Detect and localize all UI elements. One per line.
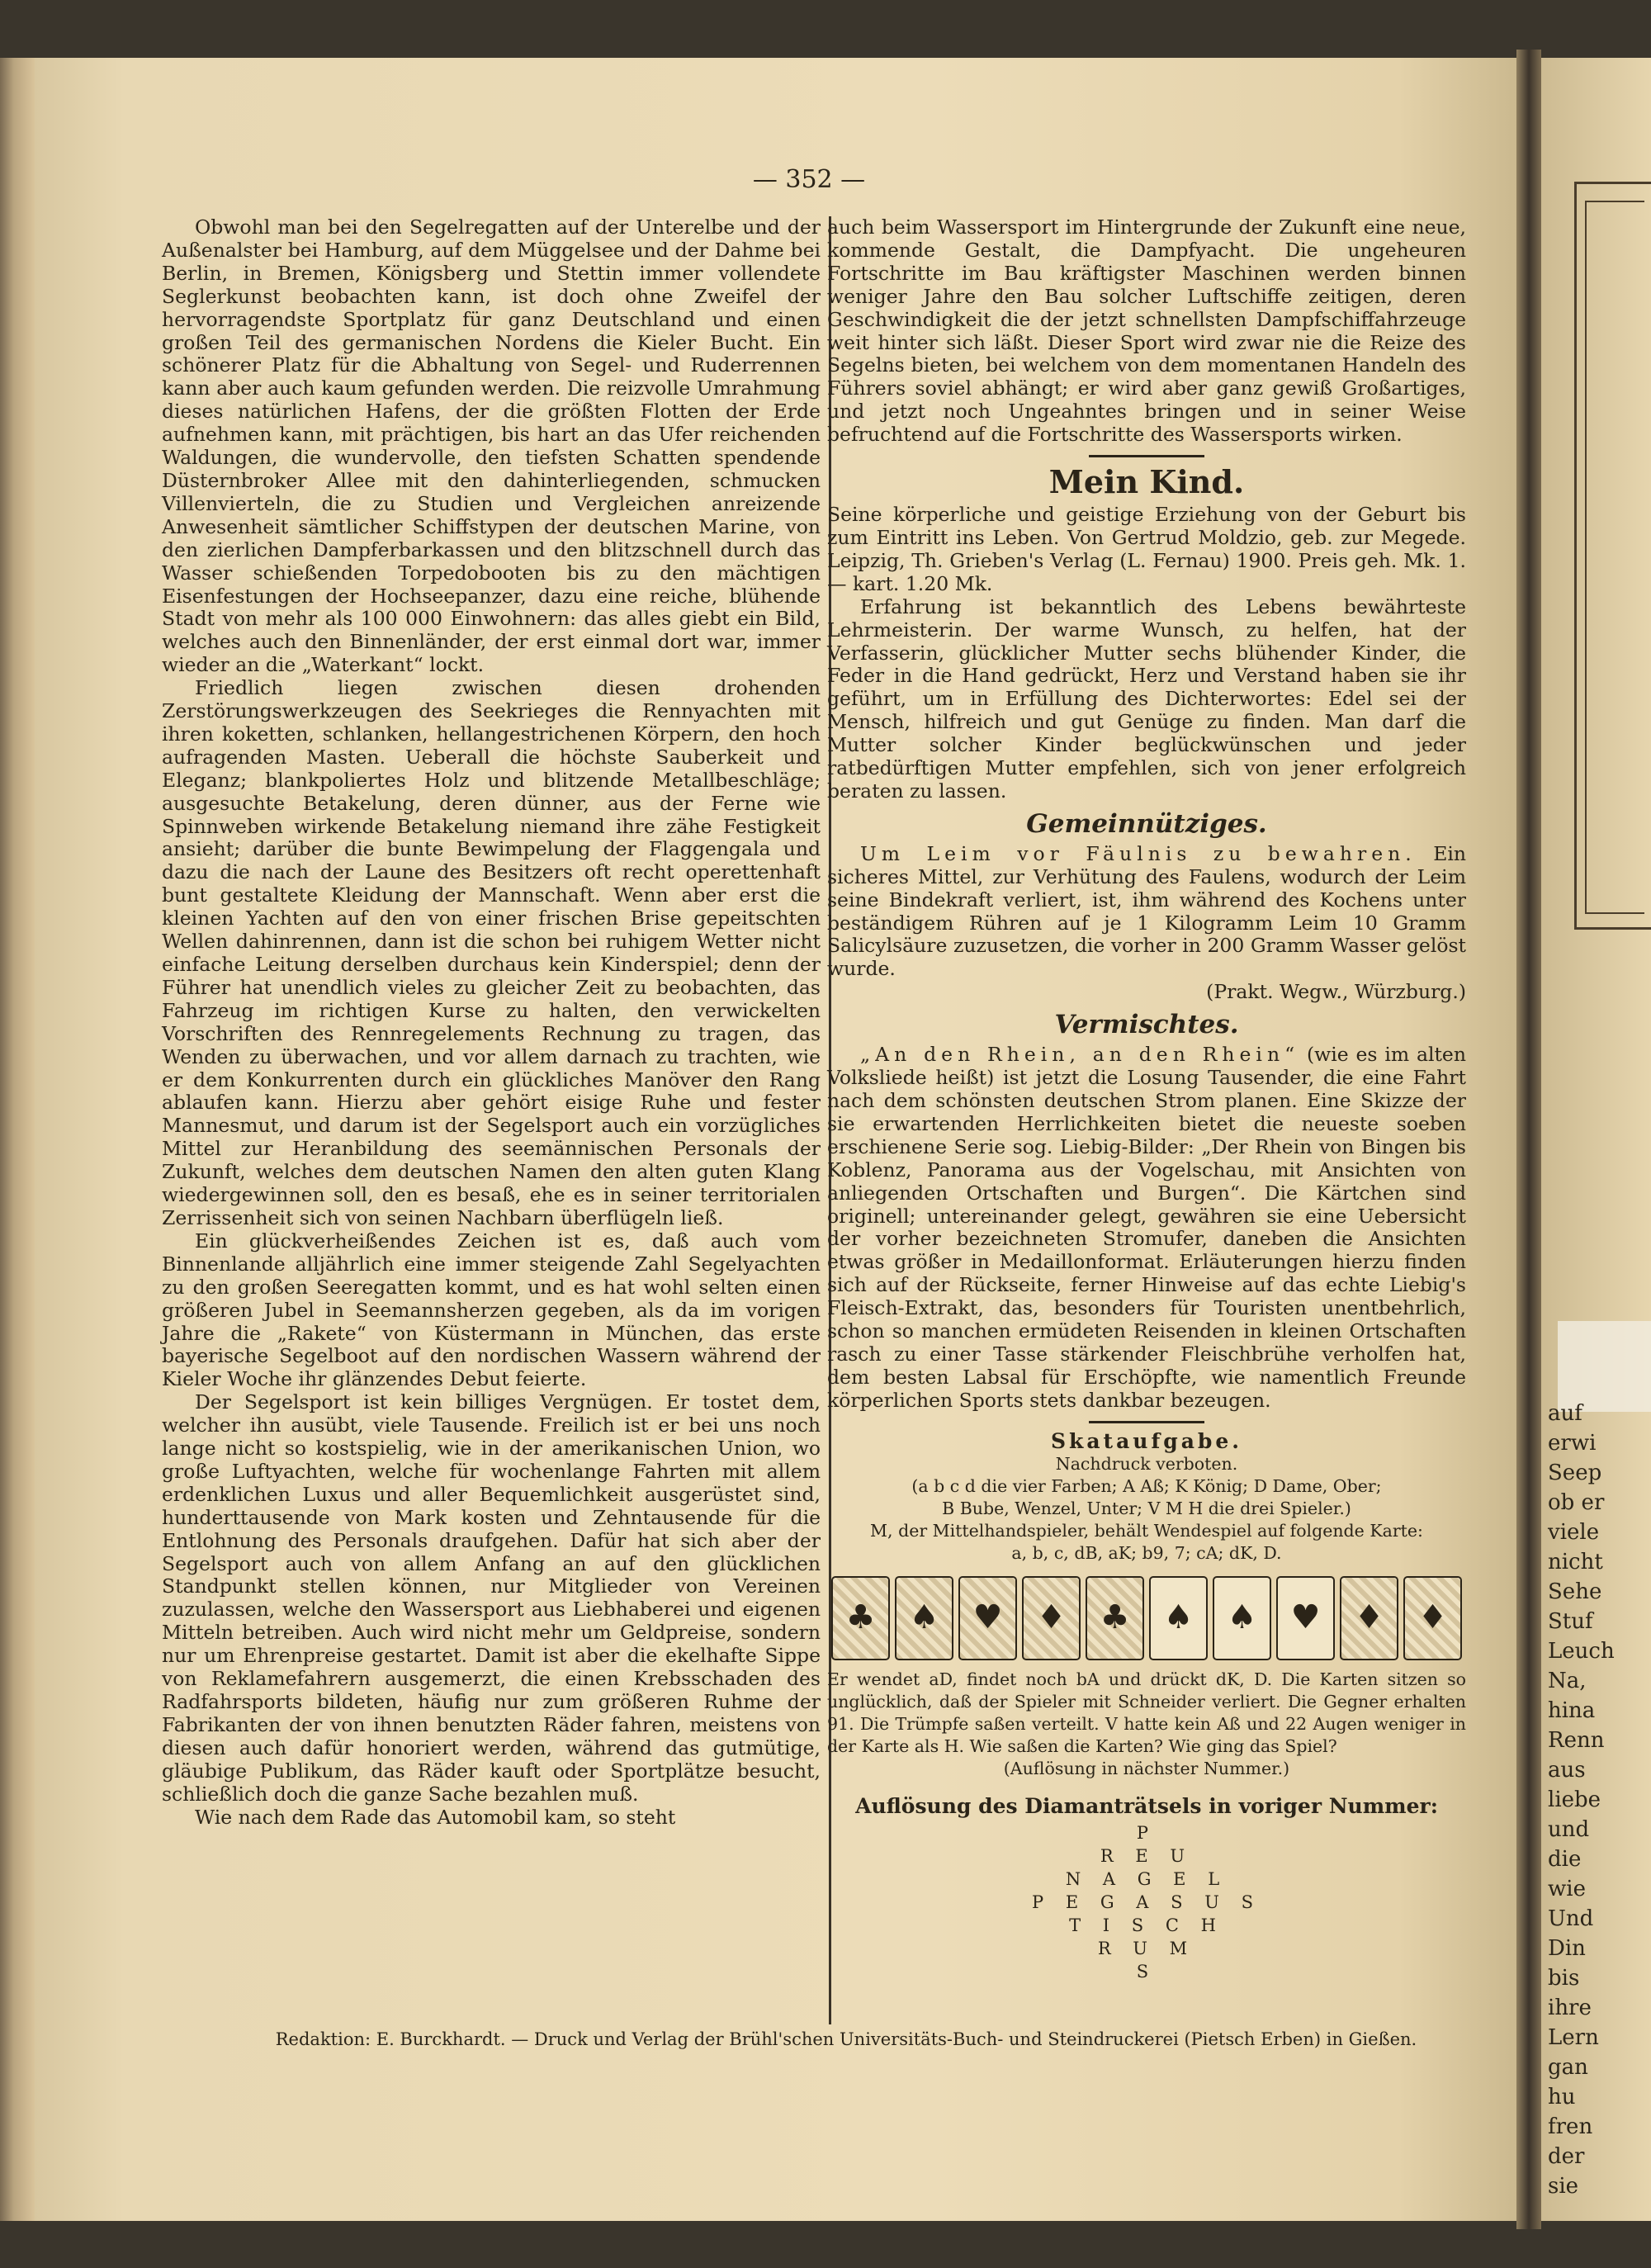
neighbor-text-fragment: wie [1548, 1877, 1586, 1901]
playing-card: ♣ [831, 1576, 890, 1660]
playing-card: ♠ [1149, 1576, 1208, 1660]
mein-kind-body: Erfahrung ist bekanntlich des Lebens bewährteste Lehrmeisterin. Der warme Wunsch, zu helfen, hat der Verfasserin, glücklicher Mutter sechs blühender Kinder, die Feder in die Hand gedrückt, Herz und Verstand haben sie ihr geführt, um in Erfüllung des Dichterwortes: Edel sei der Mensch, hilfreich und gut Genüge zu finden. Man darf die Mutter solcher Kinder beglückwünschen und jeder ratbedürftigen Mutter empfehlen, sich von jener erfolgreich beraten zu lassen. [827, 594, 1466, 803]
skat-solution-text: Er wendet aD, findet noch bA und drückt dK, D. Die Karten sitzen so unglücklich, daß der Spieler mit Schneider verliert. Die Gegner erhalten 91. Die Trümpfe saßen verteilt. V hatte kein Aß und 22 Augen weniger in der Karte als H. Wie saßen die Karten? Wie ging das Spiel? [827, 1669, 1466, 1756]
neighbor-text-fragment: ob er [1548, 1490, 1605, 1515]
imprint-footer: Redaktion: E. Burckhardt. — Druck und Verlag der Brühl'schen Universitäts-Buch- und Steindruckerei (Pietsch Erben) in Gießen. [275, 2029, 1417, 2049]
neighbor-text-fragment: auf [1548, 1401, 1582, 1426]
gemeinnuetziges-heading: Gemeinnütziges. [1026, 808, 1267, 839]
skat-cards-line: a, b, c, dB, aK; b9, 7; cA; dK, D. [1011, 1542, 1282, 1563]
skat-legend-3: M, der Mittelhandspieler, behält Wendespiel auf folgende Karte: [870, 1520, 1423, 1541]
paragraph: Obwohl man bei den Segelregatten auf der Unterelbe und der Außenalster bei Hamburg, auf dem Müggelsee und der Dahme bei Berlin, in Bremen, Königsberg und Stettin immer vollendete Seglerkunst beobachten kann, ist doch ohne Zweifel der hervorragendste Sportplatz für ganz Deutschland und einen großen Teil des germanischen Nordens die Kieler Bucht. Ein schönerer Platz für die Abhaltung von Segel- und Ruderrennen kann aber auch kaum gefunden werden. Die reizvolle Umrahmung dieses natürlichen Hafens, der die größten Flotten der Erde aufnehmen kann, mit prächtigen, bis hart an das Ufer reichenden Waldungen, die wundervolle, den tiefsten Schatten spendende Düsternbroker Allee mit den dahinterliegenden, schmucken Villenvierteln, die zu Studien und Vergleichen anreizende Anwesenheit sämtlicher Schiffstypen der deutschen Marine, von den zierlichen Dampferbarkassen und den blitzschnell durch das Wasser schießenden Torpedobooten bis zu den mächtigen Eisenfestungen der Hochseepanzer, dazu eine reiche, blühende Stadt von mehr als 100 000 Einwohnern: das alles giebt ein Bild, welches auch den Binnenländer, der erst einmal dort war, immer wieder an die „Waterkant“ lockt. [162, 215, 821, 677]
skat-legend-2: B Bube, Wenzel, Unter; V M H die drei Spieler.) [942, 1498, 1351, 1518]
mein-kind-heading: Mein Kind. [1048, 463, 1245, 501]
diamond-row: S [1136, 1961, 1157, 1982]
neighbor-text-fragment: sie [1548, 2174, 1579, 2199]
neighbor-text-fragment: die [1548, 1847, 1582, 1872]
skat-nachdruck: Nachdruck verboten. [1055, 1453, 1238, 1474]
neighbor-text-fragment: der [1548, 2144, 1585, 2169]
diamond-row: R E U [1100, 1845, 1194, 1866]
paragraph: Friedlich liegen zwischen diesen drohenden Zerstörungswerkzeugen des Seekrieges die Rennyachten mit ihren koketten, schlanken, hellangestrichenen Körpern, den hoch aufragenden Masten. Ueberall die höchste Sauberkeit und Eleganz; blankpoliertes Holz und blitzende Metallbeschläge; ausgesuchte Betakelung, deren dünner, aus der Ferne wie Spinnweben wirkende Betakelung niemand ihre zähe Festigkeit ansieht; darüber die bunte Bewimpelung der Flaggengala und dazu die nach der Laune des Besitzers oft recht operettenhaft bunt gestaltete Kleidung der Mannschaft. Wenn aber erst die kleinen Yachten auf den von einer frischen Brise gepeitschten Wellen dahinrennen, dann ist die schon bei ruhigem Wetter nicht einfache Leitung derselben durchaus kein Kinderspiel; denn der Führer hat unendlich vieles zu gleicher Zeit zu beobachten, das Fahrzeug im richtigen Kurse zu halten, den verwickelten Vorschriften des Rennregelements Rechnung zu tragen, das Wenden zu überwachen, und vor allem darnach zu trachten, wie er dem Konkurrenten durch ein glückliches Manöver den Rang ablaufen kann. Hierzu aber gehört eisige Ruhe und fester Mannesmut, und darum ist der Segelsport auch ein vorzügliches Mittel zur Heranbildung des seemännischen Personals der Zukunft, welches dem deutschen Namen den alten guten Klang wiedergewinnen soll, den es besaß, ehe es in seiner territorialen Zerrissenheit sich von seinen Nachbarn überflügeln ließ. [162, 676, 821, 1229]
skat-heading: Skataufgabe. [1050, 1428, 1243, 1453]
paragraph: Ein glückverheißendes Zeichen ist es, daß auch vom Binnenlande alljährlich eine immer steigende Zahl Segelyachten zu den großen Seeregatten kommt, und es hat wohl selten einen größeren Jubel in Seemannsherzen gegeben, als da im vorigen Jahre die „Rakete“ von Küstermann in München, das erste bayerische Segelboot auf den nordischen Wassern während der Kieler Woche ihr glänzendes Debut feierte. [162, 1229, 821, 1391]
diamond-row: T I S C H [1069, 1915, 1224, 1935]
neighbor-text-fragment: Stuf [1548, 1609, 1593, 1634]
vermischtes-heading: Vermischtes. [1054, 1010, 1239, 1040]
diamond-row: P E G A S U S [1032, 1892, 1261, 1912]
section-rule [1089, 1421, 1204, 1423]
neighbor-ornament [1574, 182, 1651, 930]
neighbor-text-fragment: liebe [1548, 1787, 1601, 1812]
neighbor-text-fragment: Leuch [1548, 1639, 1615, 1664]
neighbor-text-fragment: viele [1548, 1520, 1600, 1545]
neighbor-text-fragment: und [1548, 1817, 1590, 1842]
page-number: — 352 — [752, 165, 866, 194]
diamond-row: N A G E L [1065, 1868, 1228, 1889]
neighbor-page [1541, 58, 1651, 2221]
neighbor-text-fragment: gan [1548, 2055, 1588, 2080]
playing-card: ♥ [958, 1576, 1017, 1660]
diamond-row: P [1136, 1822, 1157, 1843]
skat-legend-1: (a b c d die vier Farben; A Aß; K König; D Dame, Ober; [911, 1475, 1382, 1496]
neighbor-text-fragment: ihre [1548, 1996, 1592, 2020]
mein-kind-intro: Seine körperliche und geistige Erziehung von der Geburt bis zum Eintritt ins Leben. Von Gertrud Moldzio, geb. zur Megede. Leipzig, Th. Grieben's Verlag (L. Fernau) 1900. Preis geh. Mk. 1.— kart. 1.20 Mk. [827, 503, 1466, 595]
neighbor-text-fragment: hu [1548, 2085, 1576, 2109]
diamond-row: R U M [1097, 1938, 1196, 1958]
vermischtes-title: „An den Rhein, an den Rhein“ [860, 1043, 1300, 1067]
paragraph: Der Segelsport ist kein billiges Vergnügen. Er tostet dem, welcher ihn ausübt, viele Tausende. Freilich ist er bei uns noch lange nicht so kostspielig, wie in der amerikanischen Union, wo große Luftyachten, welche für wochenlange Fahrten mit allem erdenklichen Luxus und aller Bequemlichkeit ausgerüstet sind, hunderttausende von Mark kosten und Zehntausende für die Entlohnung des Personals draufgehen. Dafür hat sich aber der Segelsport auch von allem Anfang an auf den glücklichen Standpunkt stellen können, nur Mitglieder von Vereinen zuzulassen, welche den Wassersport aus Liebhaberei und eigenen Mitteln betreiben. Auch wird nicht mehr um Geldpreise, sondern nur um Ehrenpreise gestartet. Damit ist aber die ekelhafte Sippe von Reklamefahrern ausgemerzt, die einen Krebsschaden des Radfahrsports bildeten, häufig nur zum größeren Ruhme der Fabrikanten der von ihnen benutzten Räder fahren, meistens von diesen auch dafür honoriert werden, während das gutmütige, gläubige Publikum, das Räder kauft oder Sportplätze besucht, schließlich doch die ganze Sache bezahlen muß. [162, 1390, 821, 1806]
aufloesung-heading: Auflösung des Diamanträtsels in voriger Nummer: [855, 1793, 1438, 1818]
gemeinnuetziges-body: Ein sicheres Mittel, zur Verhütung des Faulens, wodurch der Leim seine Bindekraft verliert, ist, ihm während des Kochens unter beständigem Rühren auf je 1 Kilogramm Leim 10 Gramm Salicylsäure zuzusetzen, die vorher in 200 Gramm Wasser gelöst wurde. [827, 841, 1466, 981]
neighbor-text-fragment: Lern [1548, 2025, 1599, 2050]
playing-card: ♦ [1340, 1576, 1398, 1660]
playing-card: ♦ [1022, 1576, 1081, 1660]
playing-card: ♥ [1276, 1576, 1335, 1660]
neighbor-text-fragment: Na, [1548, 1669, 1587, 1693]
skat-next: (Auflösung in nächster Nummer.) [1003, 1758, 1290, 1778]
playing-card: ♣ [1086, 1576, 1144, 1660]
neighbor-text-fragment: Und [1548, 1906, 1594, 1931]
neighbor-text-fragment: Din [1548, 1936, 1586, 1961]
neighbor-text-fragment: nicht [1548, 1550, 1603, 1574]
gemeinnuetziges-title: Um Leim vor Fäulnis zu bewahren. [860, 841, 1417, 865]
neighbor-text-fragment: hina [1548, 1698, 1596, 1723]
neighbor-text-fragment: fren [1548, 2114, 1593, 2139]
section-rule [1089, 455, 1204, 457]
paragraph: auch beim Wassersport im Hintergrunde der Zukunft eine neue, kommende Gestalt, die Dampfyacht. Die ungeheuren Fortschritte im Bau kräftigster Maschinen werden binnen weniger Jahre den Bau solcher Luftschiffe zeitigen, deren Geschwindigkeit die der jetzt schnellsten Dampfschiffahrzeuge weit hinter sich läßt. Dieser Sport wird zwar nie die Reize des Segelns bieten, bei welchem von dem momentanen Handeln des Führers soviel abhängt; er wird aber ganz gewiß Großartiges, und jetzt noch Ungeahntes bringen und in seiner Weise befruchtend auf die Fortschritte des Wassersports wirken. [827, 215, 1466, 447]
paragraph: Wie nach dem Rade das Automobil kam, so steht [195, 1805, 676, 1829]
book-edge [0, 58, 35, 2221]
playing-card: ♦ [1403, 1576, 1462, 1660]
neighbor-text-fragment: erwi [1548, 1431, 1597, 1456]
neighbor-text-fragment: Renn [1548, 1728, 1605, 1753]
neighbor-text-fragment: bis [1548, 1966, 1580, 1991]
neighbor-text-fragment: aus [1548, 1758, 1586, 1783]
neighbor-text-fragment: Sehe [1548, 1579, 1602, 1604]
gemeinnuetziges-source: (Prakt. Wegw., Würzburg.) [1206, 980, 1466, 1004]
right-column [827, 216, 1466, 1983]
playing-card: ♠ [895, 1576, 953, 1660]
playing-card: ♠ [1213, 1576, 1271, 1660]
book-gutter [1516, 50, 1541, 2229]
vermischtes-body: (wie es im alten Volksliede heißt) ist jetzt die Losung Tausender, die eine Fahrt nach dem schönsten deutschen Strom planen. Eine Skizze der sie erwartenden Herrlichkeiten bietet die neueste soeben erschienene Serie sog. Liebig-Bilder: „Der Rhein von Bingen bis Koblenz, Panorama aus der Vogelschau, mit Ansichten von anliegenden Ortschaften und Burgen“. Die Kärtchen sind originell; untereinander gelegt, gewähren sie eine Uebersicht der vorher bezeichneten Stromufer, daneben die Ansichten etwas größer in Medaillonformat. Erläuterungen hierzu finden sich auf der Rückseite, ferner Hinweise auf das echte Liebig's Fleisch-Extrakt, das, besonders für Touristen unentbehrlich, schon so manchen ermüdeten Reisenden in kleinen Ortschaften rasch zu einer Tasse stärkender Fleischbrühe verholfen hat, dem besten Labsal für Erschöpfte, wie namentlich Freunde körperlichen Sports stets dankbar bezeugen. [827, 1043, 1466, 1412]
diamond-puzzle [827, 1821, 1466, 1983]
playing-cards [827, 1576, 1466, 1660]
left-column [162, 216, 821, 1829]
neighbor-text-fragment: Seep [1548, 1461, 1602, 1485]
